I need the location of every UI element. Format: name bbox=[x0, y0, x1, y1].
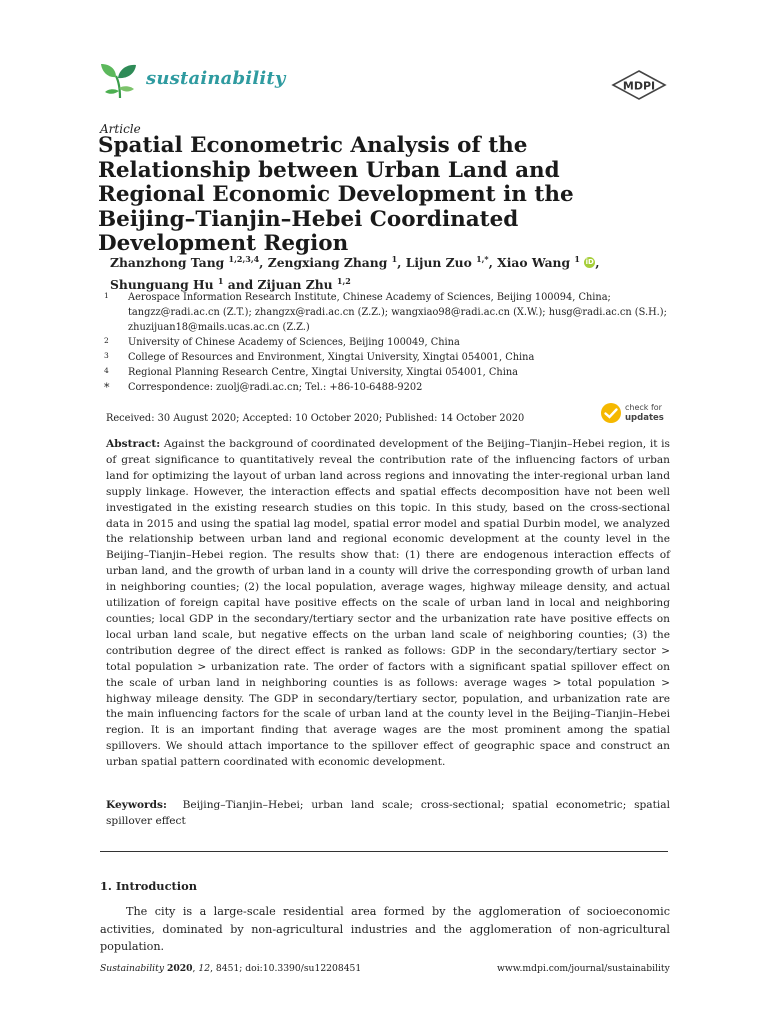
author-affiliation-marker: 1,2,3,4 bbox=[228, 254, 260, 264]
page-title: Spatial Econometric Analysis of the Relationship between Urban Land and Regional Economic Development in the Beijing–Tianjin–Hebei Coordinated Development Region bbox=[98, 133, 574, 256]
keywords bbox=[106, 798, 670, 830]
svg-text:MDPI: MDPI bbox=[622, 79, 656, 93]
affiliation-item bbox=[100, 365, 670, 380]
section-heading: 1. Introduction bbox=[100, 879, 197, 893]
author-name[interactable]: Zengxiang Zhang bbox=[267, 255, 388, 271]
author-affiliation-marker: 1 bbox=[391, 254, 398, 264]
affiliation-number: 2 bbox=[104, 336, 109, 345]
affiliation-text: Aerospace Information Research Institute, Chinese Academy of Sciences, Beijing 100094, China; tangzz@radi.ac.cn (Z.T.); zhangzx@radi.ac.cn (Z.Z.); wangxiao98@radi.ac.cn (X.W.); husg@radi.ac.cn (S.H.); zhuzijuan18@mails.ucas.ac.cn (Z.Z.) bbox=[128, 292, 667, 333]
keywords-text: Beijing–Tianjin–Hebei; urban land scale; cross-sectional; spatial econometric; spatial spillover effect bbox=[106, 799, 670, 827]
affiliation-number: * bbox=[104, 381, 110, 394]
footer-url[interactable]: www.mdpi.com/journal/sustainability bbox=[497, 963, 670, 974]
section-paragraph: The city is a large-scale residential area formed by the agglomeration of socioeconomic activities, dominated by non-agricultural industries and the agglomeration of non-agricultural population. bbox=[100, 905, 670, 953]
divider bbox=[100, 851, 668, 852]
mdpi-logo bbox=[611, 70, 667, 100]
author-name[interactable]: Zhanzhong Tang bbox=[110, 255, 225, 271]
author-affiliation-marker: 1,2 bbox=[336, 276, 351, 287]
orcid-icon[interactable]: iD bbox=[585, 258, 594, 267]
affiliation-text: College of Resources and Environment, Xingtai University, Xingtai 054001, China bbox=[128, 352, 535, 363]
affiliation-item bbox=[100, 335, 670, 350]
keywords-label: Keywords: bbox=[106, 799, 167, 811]
sprout-icon bbox=[98, 58, 140, 100]
affiliation-number: 3 bbox=[104, 351, 109, 360]
author-name[interactable]: Zijuan Zhu bbox=[257, 277, 333, 293]
check-updates-button[interactable] bbox=[600, 402, 670, 428]
abstract-text: Against the background of coordinated development of the Beijing–Tianjin–Hebei region, it is of great significance to quantitatively reveal the contribution rate of the influencing factors of urban land for optimizing the layout of urban land across regions and innovating the inter-regional urban land supply linkage. However, the interaction effects and spatial effects decomposition have not been well investigated in the existing research studies on this topic. In this study, based on the cross-sectional data in 2015 and using the spatial lag model, spatial error model and spatial Durbin model, we analyzed the relationship between urban land and regional economic development at the county level in the Beijing–Tianjin–Hebei region. The results show that: (1) there are endogenous interaction effects of urban land, and the growth of urban land in a county will drive the corresponding growth of urban land in neighboring counties; (2) the local population, average wages, highway mileage density, and actual utilization of foreign capital have positive effects on the scale of urban land in local and neighboring counties; local GDP in the secondary/tertiary sector and the urbanization rate have positive effects on local urban land scale, but negative effects on the urban land scale of neighboring counties; (3) the contribution degree of the direct effect is ranked as follows: GDP in the secondary/tertiary sector > total population > urbanization rate. The order of factors with a significant spatial spillover effect on the scale of urban land in neighboring counties is as follows: average wages > total population > highway mileage density. The GDP in secondary/tertiary sector, population, and urbanization rate are the main influencing factors for the scale of urban land at the county level in the Beijing–Tianjin–Hebei region. It is an important finding that average wages are the most prominent among the spatial spillovers. We should attach importance to the spillover effect of geographic space and construct an urban spatial pattern coordinated with economic development. bbox=[106, 438, 670, 769]
affiliation-text: Correspondence: zuolj@radi.ac.cn; Tel.: +86-10-6488-9202 bbox=[128, 382, 423, 393]
footer-citation: Sustainability 2020, 12, 8451; doi:10.3390/su12208451 bbox=[100, 963, 362, 974]
affiliation-text: Regional Planning Research Centre, Xingtai University, Xingtai 054001, China bbox=[128, 367, 518, 378]
check-updates-line2: updates bbox=[625, 413, 664, 423]
author-joiner: and bbox=[227, 277, 254, 293]
author-name[interactable]: Lijun Zuo bbox=[405, 255, 472, 271]
check-updates-line1: check for bbox=[625, 403, 662, 412]
abstract-label: Abstract: bbox=[106, 438, 161, 450]
abstract bbox=[106, 437, 670, 771]
affiliation-item bbox=[100, 380, 670, 395]
author-name[interactable]: Shunguang Hu bbox=[110, 277, 214, 293]
affiliation-number: 1 bbox=[104, 291, 109, 300]
check-updates-icon bbox=[600, 402, 622, 424]
author-affiliation-marker: 1 bbox=[574, 254, 580, 264]
affiliation-item bbox=[100, 350, 670, 365]
affiliation-number: 4 bbox=[104, 366, 109, 375]
author-affiliation-marker: 1 bbox=[217, 276, 224, 287]
affiliation-item bbox=[100, 290, 670, 335]
publication-dates: Received: 30 August 2020; Accepted: 10 October 2020; Published: 14 October 2020 bbox=[106, 413, 525, 424]
author-list: Zhanzhong Tang $^{1,2,3,4}$, Zengxiang Zhang $^1$, Lijun Zuo $^{1,*}$, Xiao Wang $^1$ iD, Shunguang Hu $^1$ and Zijuan Zhu $^{1,2}$ bbox=[110, 254, 600, 293]
author-name[interactable]: Xiao Wang bbox=[497, 255, 571, 271]
journal-name: sustainability bbox=[146, 68, 286, 89]
author-affiliation-marker: 1,* bbox=[476, 254, 489, 264]
affiliations bbox=[100, 290, 670, 395]
article-type: Article bbox=[100, 122, 141, 136]
affiliation-text: University of Chinese Academy of Sciences, Beijing 100049, China bbox=[128, 337, 460, 348]
